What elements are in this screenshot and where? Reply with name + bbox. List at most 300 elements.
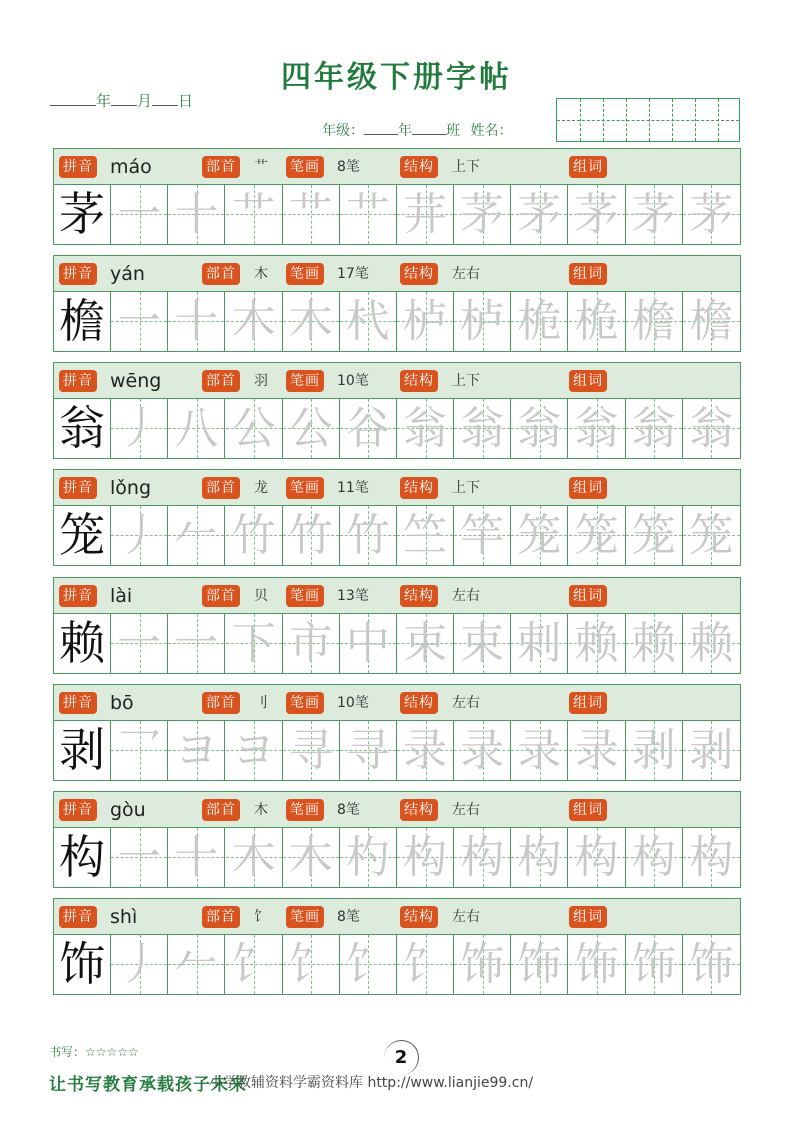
stroke-order-cell[interactable] — [111, 399, 168, 458]
month-label: 月 — [137, 92, 153, 110]
stroke-order-cell[interactable] — [111, 935, 168, 994]
stroke-order-cell[interactable] — [168, 399, 225, 458]
stroke-step-character: 杓 — [345, 832, 390, 883]
stroke-order-cell[interactable] — [569, 935, 626, 994]
stroke-step-character: 下 — [231, 618, 276, 669]
stroke-order-cell[interactable] — [168, 614, 225, 673]
structure-value: 左右 — [452, 266, 480, 282]
model-character: 翁 — [59, 401, 106, 455]
character-info-header — [54, 149, 740, 185]
stroke-step-character: 艹 — [231, 189, 276, 240]
pinyin-value: yán — [110, 263, 145, 285]
stroke-step-character: 艹 — [288, 189, 333, 240]
stroke-step-character: 笼 — [517, 510, 562, 561]
stroke-step-character: 茅 — [574, 189, 619, 240]
stroke-step-character: 丿 — [117, 510, 162, 561]
character-info-header — [54, 685, 740, 721]
strokes-tag: 笔画 — [286, 585, 324, 607]
pinyin-tag: 拼音 — [59, 477, 97, 499]
stroke-step-character: 公 — [288, 403, 333, 454]
stroke-order-cell[interactable] — [226, 185, 283, 244]
pinyin-tag: 拼音 — [59, 692, 97, 714]
stroke-order-cell[interactable] — [683, 399, 740, 458]
name-label: 姓名： — [470, 123, 513, 139]
stroke-step-character: 竹 — [288, 510, 333, 561]
stroke-step-character: 翁 — [689, 403, 734, 454]
name-grid-divider — [626, 99, 627, 141]
structure-value: 上下 — [452, 480, 480, 496]
strokes-tag: 笔画 — [286, 906, 324, 928]
stroke-order-cell[interactable] — [454, 506, 511, 565]
strokes-value: 17笔 — [337, 266, 369, 282]
stroke-order-cell[interactable] — [569, 828, 626, 887]
stroke-step-character: 构 — [517, 832, 562, 883]
stroke-order-cell[interactable] — [683, 185, 740, 244]
writing-grid — [54, 399, 740, 458]
structure-tag: 结构 — [400, 692, 438, 714]
stroke-order-cell[interactable] — [626, 614, 683, 673]
stroke-order-cell[interactable] — [111, 721, 168, 780]
stroke-step-character: 竹 — [231, 510, 276, 561]
stroke-step-character: 𠂉 — [174, 510, 219, 561]
stroke-step-character: 谷 — [345, 403, 390, 454]
name-grid-midline — [557, 120, 739, 121]
stroke-order-cell[interactable] — [683, 292, 740, 351]
stroke-order-cell[interactable] — [168, 506, 225, 565]
class-blank[interactable] — [412, 122, 446, 135]
structure-value: 上下 — [452, 159, 480, 175]
stroke-order-cell[interactable] — [283, 721, 340, 780]
stroke-order-cell[interactable] — [397, 506, 454, 565]
writing-grid — [54, 828, 740, 887]
stroke-order-cell[interactable] — [454, 614, 511, 673]
stroke-step-character: 竺 — [403, 510, 448, 561]
name-grid-divider — [695, 99, 696, 141]
radical-value: 艹 — [254, 159, 268, 175]
year-blank[interactable] — [50, 91, 96, 106]
structure-tag: 结构 — [400, 263, 438, 285]
stroke-order-cell[interactable] — [683, 506, 740, 565]
stroke-order-cell[interactable] — [397, 828, 454, 887]
model-character-cell[interactable] — [54, 506, 111, 565]
stroke-step-character: 一 — [174, 618, 219, 669]
model-character: 茅 — [59, 187, 106, 241]
writing-grid — [54, 292, 740, 351]
model-character: 剥 — [59, 723, 106, 777]
stroke-step-character: 茅 — [517, 189, 562, 240]
stroke-order-cell[interactable] — [511, 506, 568, 565]
stroke-order-cell[interactable] — [111, 292, 168, 351]
radical-tag: 部首 — [202, 799, 240, 821]
stroke-order-cell[interactable] — [226, 506, 283, 565]
pinyin-value: wēng — [110, 370, 162, 392]
stroke-step-character: 赖 — [574, 618, 619, 669]
stroke-step-character: 饣 — [403, 939, 448, 990]
stroke-order-cell[interactable] — [168, 721, 225, 780]
stroke-step-character: 录 — [574, 725, 619, 776]
stroke-step-character: 茅 — [631, 189, 676, 240]
stroke-step-character: 茅 — [460, 189, 505, 240]
stroke-order-cell[interactable] — [683, 614, 740, 673]
stroke-order-cell[interactable] — [283, 614, 340, 673]
stroke-order-cell[interactable] — [626, 292, 683, 351]
character-block — [53, 362, 741, 459]
character-block — [53, 898, 741, 995]
stroke-step-character: 饰 — [574, 939, 619, 990]
structure-value: 左右 — [452, 588, 480, 604]
stroke-step-character: 一 — [117, 189, 162, 240]
structure-tag: 结构 — [400, 799, 438, 821]
stroke-step-character: 寻 — [345, 725, 390, 776]
stroke-order-cell[interactable] — [454, 399, 511, 458]
stroke-order-cell[interactable] — [511, 935, 568, 994]
grade-year-label: 年 — [398, 123, 412, 139]
radical-value: 木 — [254, 266, 268, 282]
radical-value: 羽 — [254, 373, 268, 389]
stroke-step-character: 饣 — [288, 939, 333, 990]
stroke-step-character: 木 — [231, 296, 276, 347]
strokes-tag: 笔画 — [286, 692, 324, 714]
character-info-header — [54, 792, 740, 828]
model-character: 檐 — [59, 294, 106, 348]
stroke-step-character: 艹 — [345, 189, 390, 240]
stroke-order-cell[interactable] — [397, 185, 454, 244]
character-info-header — [54, 256, 740, 292]
character-info-header — [54, 899, 740, 935]
stroke-step-character: 栌 — [460, 296, 505, 347]
words-tag: 组词 — [569, 370, 607, 392]
name-grid-divider — [580, 99, 581, 141]
words-tag: 组词 — [569, 906, 607, 928]
stroke-step-character: 翁 — [403, 403, 448, 454]
stroke-order-cell[interactable] — [454, 721, 511, 780]
stroke-order-cell[interactable] — [397, 399, 454, 458]
stroke-order-cell[interactable] — [111, 506, 168, 565]
character-block — [53, 255, 741, 352]
model-character: 饰 — [59, 937, 106, 991]
stroke-order-cell[interactable] — [340, 828, 397, 887]
stroke-step-character: 构 — [574, 832, 619, 883]
stroke-step-character: 八 — [174, 403, 219, 454]
stroke-step-character: 栌 — [403, 296, 448, 347]
model-character-cell[interactable] — [54, 721, 111, 780]
structure-value: 左右 — [452, 802, 480, 818]
stroke-order-cell[interactable] — [683, 721, 740, 780]
stroke-step-character: 竹 — [345, 510, 390, 561]
stroke-order-cell[interactable] — [569, 614, 626, 673]
stroke-order-cell[interactable] — [454, 185, 511, 244]
stroke-order-cell[interactable] — [168, 935, 225, 994]
stroke-step-character: 桅 — [517, 296, 562, 347]
strokes-tag: 笔画 — [286, 370, 324, 392]
stroke-order-cell[interactable] — [683, 935, 740, 994]
stroke-order-cell[interactable] — [511, 399, 568, 458]
stroke-step-character: 录 — [517, 725, 562, 776]
stroke-step-character: 中 — [345, 618, 390, 669]
name-grid[interactable] — [556, 98, 740, 142]
stroke-step-character: 木 — [231, 832, 276, 883]
stroke-step-character: 赖 — [631, 618, 676, 669]
model-character: 赖 — [59, 616, 106, 670]
stroke-order-cell[interactable] — [340, 935, 397, 994]
writing-grid — [54, 935, 740, 994]
character-block — [53, 791, 741, 888]
name-grid-divider — [672, 99, 673, 141]
stroke-order-cell[interactable] — [168, 292, 225, 351]
stroke-step-character: 翁 — [517, 403, 562, 454]
pinyin-tag: 拼音 — [59, 906, 97, 928]
stroke-order-cell[interactable] — [283, 935, 340, 994]
radical-tag: 部首 — [202, 585, 240, 607]
stroke-step-character: 录 — [460, 725, 505, 776]
stroke-step-character: 翁 — [460, 403, 505, 454]
radical-tag: 部首 — [202, 477, 240, 499]
stroke-step-character: 笼 — [689, 510, 734, 561]
strokes-value: 13笔 — [337, 588, 369, 604]
name-grid-divider — [649, 99, 650, 141]
strokes-value: 10笔 — [337, 373, 369, 389]
stroke-step-character: 构 — [631, 832, 676, 883]
name-grid-divider — [718, 99, 719, 141]
stroke-step-character: 剌 — [517, 618, 562, 669]
stroke-order-cell[interactable] — [626, 506, 683, 565]
stroke-order-cell[interactable] — [283, 292, 340, 351]
stroke-order-cell[interactable] — [340, 721, 397, 780]
stroke-step-character: 十 — [174, 832, 219, 883]
stroke-order-cell[interactable] — [168, 185, 225, 244]
stroke-order-cell[interactable] — [397, 721, 454, 780]
stroke-step-character: 杙 — [345, 296, 390, 347]
stroke-step-character: 茅 — [689, 189, 734, 240]
stroke-order-cell[interactable] — [454, 828, 511, 887]
source-watermark: 小学教辅资料学霸资料库 http://www.lianjie99.cn/ — [209, 1075, 534, 1091]
model-character-cell[interactable] — [54, 399, 111, 458]
stroke-step-character: 饣 — [231, 939, 276, 990]
stroke-order-cell[interactable] — [454, 935, 511, 994]
stroke-order-cell[interactable] — [454, 292, 511, 351]
stroke-order-cell[interactable] — [111, 185, 168, 244]
stroke-order-cell[interactable] — [511, 614, 568, 673]
stroke-step-character: 乛 — [117, 725, 162, 776]
pinyin-value: lǒng — [110, 477, 152, 499]
stroke-order-cell[interactable] — [340, 399, 397, 458]
model-character-cell[interactable] — [54, 935, 111, 994]
rating: 书写：☆☆☆☆☆ — [49, 1045, 139, 1059]
radical-tag: 部首 — [202, 906, 240, 928]
pinyin-tag: 拼音 — [59, 585, 97, 607]
stroke-order-cell[interactable] — [683, 828, 740, 887]
strokes-tag: 笔画 — [286, 263, 324, 285]
stroke-order-cell[interactable] — [226, 721, 283, 780]
pinyin-value: gòu — [110, 799, 146, 821]
radical-value: 龙 — [254, 480, 268, 496]
stroke-step-character: 饰 — [689, 939, 734, 990]
stroke-order-cell[interactable] — [340, 506, 397, 565]
structure-value: 左右 — [452, 909, 480, 925]
radical-tag: 部首 — [202, 692, 240, 714]
stroke-step-character: 剥 — [631, 725, 676, 776]
stroke-order-cell[interactable] — [569, 399, 626, 458]
writing-grid — [54, 185, 740, 244]
stroke-order-cell[interactable] — [226, 399, 283, 458]
pinyin-value: máo — [110, 156, 152, 178]
stroke-step-character: 饰 — [460, 939, 505, 990]
stroke-step-character: 一 — [117, 618, 162, 669]
strokes-tag: 笔画 — [286, 477, 324, 499]
motto: 让书写教育承载孩子未来 — [49, 1075, 247, 1095]
model-character-cell[interactable] — [54, 828, 111, 887]
stroke-order-cell[interactable] — [340, 185, 397, 244]
stroke-step-character: 公 — [231, 403, 276, 454]
stroke-step-character: 剥 — [689, 725, 734, 776]
grade-blank[interactable] — [364, 122, 398, 135]
stroke-order-cell[interactable] — [111, 828, 168, 887]
pinyin-value: shì — [110, 906, 138, 928]
stroke-order-cell[interactable] — [511, 721, 568, 780]
stroke-order-cell[interactable] — [626, 935, 683, 994]
pinyin-tag: 拼音 — [59, 799, 97, 821]
page-title: 四年级下册字帖 — [281, 60, 512, 95]
radical-tag: 部首 — [202, 156, 240, 178]
stroke-step-character: 饰 — [517, 939, 562, 990]
radical-value: 饣 — [254, 909, 268, 925]
writing-grid — [54, 614, 740, 673]
stroke-order-cell[interactable] — [511, 185, 568, 244]
stroke-step-character: 束 — [403, 618, 448, 669]
radical-tag: 部首 — [202, 370, 240, 392]
stroke-step-character: 笼 — [574, 510, 619, 561]
words-tag: 组词 — [569, 477, 607, 499]
character-block — [53, 148, 741, 245]
stroke-step-character: ヨ — [231, 725, 276, 776]
character-block — [53, 469, 741, 566]
stroke-step-character: 木 — [288, 296, 333, 347]
stroke-step-character: 饰 — [631, 939, 676, 990]
stroke-order-cell[interactable] — [283, 399, 340, 458]
stroke-order-cell[interactable] — [340, 614, 397, 673]
strokes-tag: 笔画 — [286, 156, 324, 178]
class-label: 班 — [446, 123, 460, 139]
stroke-order-cell[interactable] — [397, 614, 454, 673]
stroke-step-character: 饣 — [345, 939, 390, 990]
stroke-step-character: 构 — [689, 832, 734, 883]
stroke-step-character: 市 — [288, 618, 333, 669]
stroke-order-cell[interactable] — [283, 185, 340, 244]
stroke-order-cell[interactable] — [340, 292, 397, 351]
words-tag: 组词 — [569, 799, 607, 821]
class-line — [322, 120, 512, 140]
model-character: 笼 — [59, 508, 106, 562]
stroke-order-cell[interactable] — [226, 614, 283, 673]
day-label: 日 — [178, 92, 194, 110]
stroke-step-character: 茾 — [403, 189, 448, 240]
stroke-order-cell[interactable] — [626, 399, 683, 458]
stroke-step-character: 十 — [174, 296, 219, 347]
strokes-value: 10笔 — [337, 695, 369, 711]
stroke-step-character: 丿 — [117, 939, 162, 990]
stroke-order-cell[interactable] — [226, 828, 283, 887]
stroke-order-cell[interactable] — [569, 721, 626, 780]
name-grid-divider — [603, 99, 604, 141]
character-block — [53, 577, 741, 674]
stroke-order-cell[interactable] — [226, 935, 283, 994]
structure-tag: 结构 — [400, 370, 438, 392]
stroke-step-character: 桅 — [574, 296, 619, 347]
stroke-order-cell[interactable] — [397, 935, 454, 994]
stroke-step-character: 翁 — [631, 403, 676, 454]
stroke-order-cell[interactable] — [168, 828, 225, 887]
structure-tag: 结构 — [400, 477, 438, 499]
character-info-header — [54, 578, 740, 614]
stroke-order-cell[interactable] — [511, 828, 568, 887]
stroke-order-cell[interactable] — [397, 292, 454, 351]
model-character-cell[interactable] — [54, 292, 111, 351]
stroke-order-cell[interactable] — [226, 292, 283, 351]
words-tag: 组词 — [569, 585, 607, 607]
stroke-order-cell[interactable] — [569, 506, 626, 565]
model-character: 构 — [59, 830, 106, 884]
grade-label: 年级： — [322, 123, 364, 139]
pinyin-value: lài — [110, 585, 133, 607]
model-character-cell[interactable] — [54, 614, 111, 673]
stroke-order-cell[interactable] — [626, 828, 683, 887]
pinyin-tag: 拼音 — [59, 263, 97, 285]
stroke-step-character: 构 — [403, 832, 448, 883]
stroke-step-character: 一 — [117, 832, 162, 883]
words-tag: 组词 — [569, 156, 607, 178]
stroke-order-cell[interactable] — [283, 506, 340, 565]
stroke-step-character: 竿 — [460, 510, 505, 561]
stroke-order-cell[interactable] — [569, 292, 626, 351]
stroke-step-character: 檐 — [689, 296, 734, 347]
stroke-step-character: 丿 — [117, 403, 162, 454]
model-character-cell[interactable] — [54, 185, 111, 244]
month-blank[interactable] — [111, 91, 137, 106]
stroke-order-cell[interactable] — [283, 828, 340, 887]
stroke-order-cell[interactable] — [626, 721, 683, 780]
stroke-step-character: 录 — [403, 725, 448, 776]
stroke-order-cell[interactable] — [569, 185, 626, 244]
stroke-step-character: 笼 — [631, 510, 676, 561]
structure-tag: 结构 — [400, 156, 438, 178]
radical-value: 刂 — [254, 695, 268, 711]
stroke-order-cell[interactable] — [626, 185, 683, 244]
character-info-header — [54, 470, 740, 506]
stroke-step-character: 十 — [174, 189, 219, 240]
stroke-order-cell[interactable] — [111, 614, 168, 673]
pinyin-value: bō — [110, 692, 134, 714]
stroke-step-character: 木 — [288, 832, 333, 883]
structure-value: 上下 — [452, 373, 480, 389]
day-blank[interactable] — [152, 91, 178, 106]
strokes-value: 8笔 — [337, 909, 360, 925]
radical-tag: 部首 — [202, 263, 240, 285]
pinyin-tag: 拼音 — [59, 370, 97, 392]
year-label: 年 — [96, 92, 112, 110]
strokes-tag: 笔画 — [286, 799, 324, 821]
structure-tag: 结构 — [400, 585, 438, 607]
words-tag: 组词 — [569, 263, 607, 285]
stroke-order-cell[interactable] — [511, 292, 568, 351]
stroke-step-character: 寻 — [288, 725, 333, 776]
stroke-step-character: 赖 — [689, 618, 734, 669]
stroke-step-character: 构 — [460, 832, 505, 883]
radical-value: 贝 — [254, 588, 268, 604]
page-number: 2 — [384, 1040, 419, 1075]
strokes-value: 11笔 — [337, 480, 369, 496]
character-block — [53, 684, 741, 781]
stroke-step-character: 束 — [460, 618, 505, 669]
